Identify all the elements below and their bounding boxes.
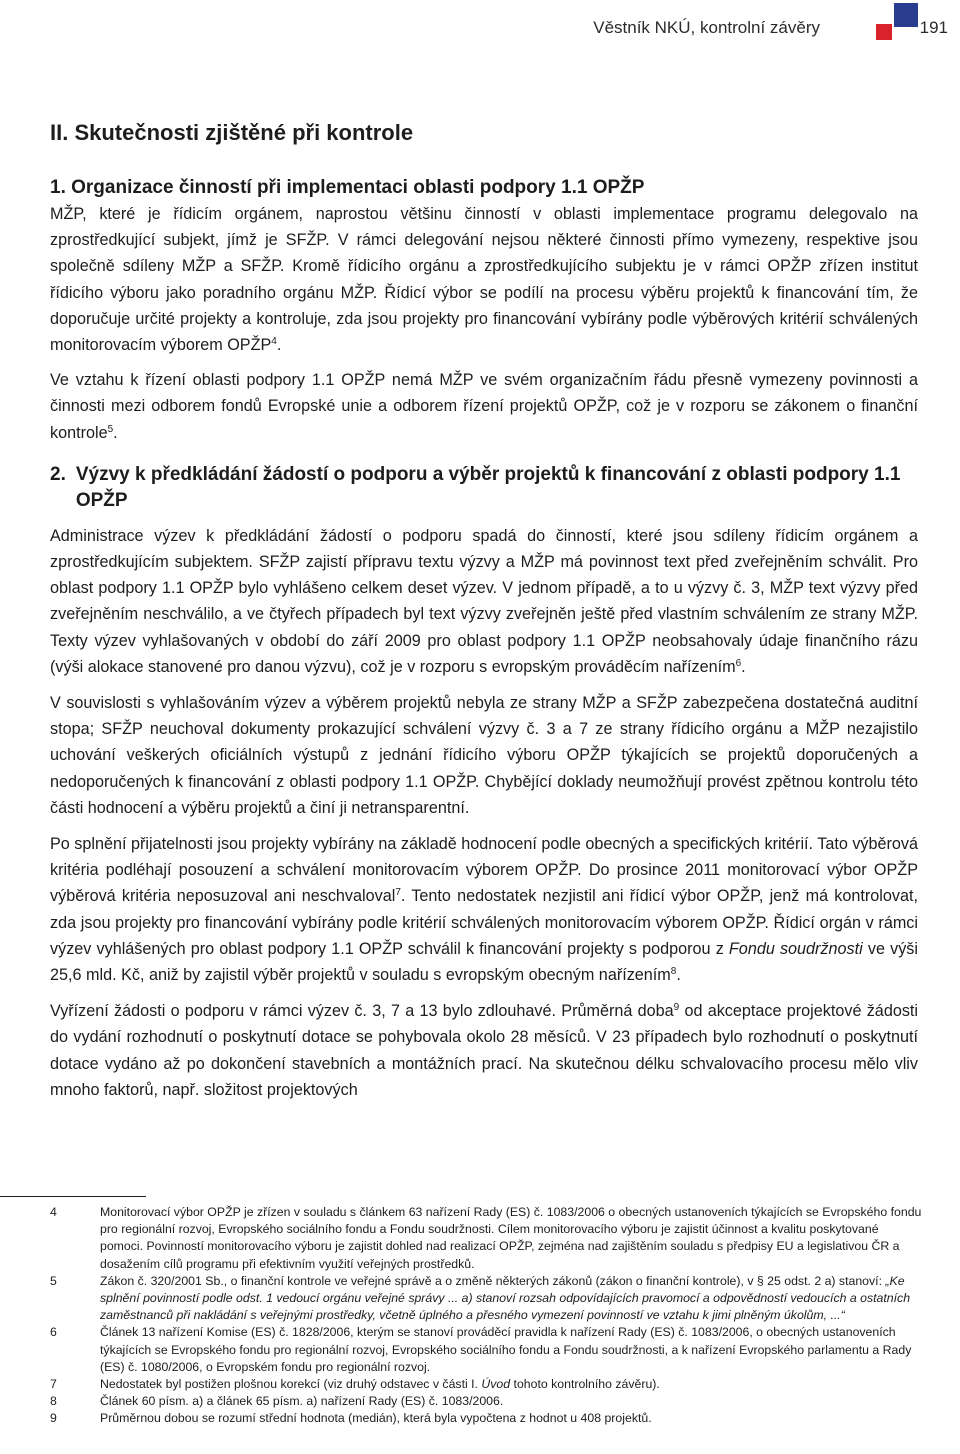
footnote-ref: 6: [735, 657, 742, 669]
footnote-ref: 5: [107, 423, 114, 435]
footnote: 4 Monitorovací výbor OPŽP je zřízen v souladu s článkem 63 nařízení Rady (ES) č. 1083/2006 o obecných ustanoveních týkajících se Evropského fondu pro regionální rozvoj, Evropského sociálního fondu a Fondu soudržnosti. Cílem monitorovacího výboru je zajistit účinnost a kvalitu poskytované pomoci. Povinností monitorovacího výboru je zajistit dohled nad realizací OPŽP, zejména nad zajištěním souladu s předpisy EU a legislativou ČR a dosažením cílů programu při efektivním využití veřejných prostředků.: [50, 1205, 922, 1271]
logo-blue-square-icon: [894, 3, 918, 27]
footnote-ref: 9: [673, 1002, 680, 1014]
section-heading: II. Skutečnosti zjištěné při kontrole: [50, 120, 414, 145]
main-content: [50, 118, 918, 1103]
paragraph: Ve vztahu k řízení oblasti podpory 1.1 OPŽP nemá MŽP ve svém organizačním řádu přesně vymezeny povinnosti a činnosti mezi odborem fondů Evropské unie a odborem řízení projektů OPŽP, což je v rozporu se zákonem o finanční kontrole$^5$.: [50, 371, 918, 442]
footnote-divider: [0, 1196, 146, 1197]
footnotes: [50, 1204, 922, 1428]
paragraph: Vyřízení žádosti o podporu v rámci výzev č. 3, 7 a 13 bylo zdlouhavé. Průměrná doba$^9$ od akceptace projektové žádosti do vydání rozhodnutí o poskytnutí dotace se pohybovala okolo 28 měsíců. V 23 případech bylo rozhodnutí o poskytnutí dotace vydáno až po dokončení stavebních a montážních prací. Na skutečnou délku schvalovacího procesu mělo vliv mnoho faktorů, např. složitost projektových: [50, 1002, 919, 1099]
footnote: 8 Článek 60 písm. a) a článek 65 písm. a) nařízení Rady (ES) č. 1083/2006.: [50, 1394, 504, 1409]
footnote-ref: 8: [670, 966, 677, 978]
journal-title: Věstník NKÚ, kontrolní závěry: [593, 18, 820, 37]
footnote: 6 Článek 13 nařízení Komise (ES) č. 1828/2006, kterým se stanoví prováděcí pravidla k nařízení Rady (ES) č. 1083/2006, o obecných ustanoveních týkajících se Evropského fondu pro regionální rozvoj, Evropského sociálního fondu a Fondu soudržnosti, a k nařízení Evropského parlamentu a Rady (ES) č. 1080/2006, o Evropském fondu pro regionální rozvoj.: [50, 1325, 912, 1374]
footnote: 5 Zákon č. 320/2001 Sb., o finanční kontrole ve veřejné správě a o změně některých zákonů (zákon o finanční kontrole), v § 25 odst. 2 a) stanoví: „Ke splnění povinností podle odst. 1 vedoucí orgánu veřejné správy ... a) stanoví rozsah odpovídajících pravomocí a odpovědností vedoucích a ostatních zaměstnanců při nakládání s veřejnými prostředky, včetně úplného a přesného vymezení povinností ve vztahu k jimi plněným úkolům, ...“: [50, 1273, 911, 1323]
subsection-1-heading: 1. Organizace činností při implementaci oblasti podpory 1.1 OPŽP: [50, 177, 645, 198]
footnote-ref: 7: [395, 887, 401, 899]
paragraph: V souvislosti s vyhlašováním výzev a výběrem projektů nebyla ze strany MŽP a SFŽP zabezpečena dostatečná auditní stopa; SFŽP neuchoval dokumenty prokazující schválení výzvy č. 3 a 7 ze strany řídicího orgánu a MŽP nezajistilo uchování veškerých oficiálních výstupů z jednání řídicího výboru OPŽP týkajících se projektů doporučených a nedoporučených k financování z oblasti podpory 1.1 OPŽP. Chybějící doklady neumožňují provést zpětnou kontrolu této části hodnocení a výběru projektů a činí ji netransparentní.: [50, 694, 918, 817]
paragraph: Administrace výzev k předkládání žádostí o podporu spadá do činností, které jsou sdíleny řídicím orgánem a zprostředkujícím subjektem. SFŽP zajistí přípravu textu výzvy a MŽP má povinnost text před zveřejněním schválit. Pro oblast podpory 1.1 OPŽP bylo vyhlášeno celkem deset výzev. V jednom případě, a to u výzvy č. 3, MŽP text výzvy před zveřejněním neschválilo, a ve čtyřech případech byl text výzvy zveřejněn ještě před vlastním schválením ze strany MŽP. Texty výzev vyhlašovaných v období do září 2009 pro oblast podpory 1.1 OPŽP neobsahovaly údaje finančního rázu (výši alokace stanovené pro danou výzvu), což je v rozporu s evropským prováděcím nařízením$^6$.: [50, 526, 918, 676]
subsection-2-heading: 2. Výzvy k předkládání žádostí o podporu a výběr projektů k financování z oblasti podpory 1.1 OPŽP: [50, 463, 901, 511]
footnote: 7 Nedostatek byl postižen plošnou korekcí (viz druhý odstavec v části I. Úvod tohoto kontrolního závěru).: [50, 1377, 660, 1392]
logo-red-square-icon: [876, 24, 892, 40]
footnote-ref: 4: [271, 336, 277, 348]
paragraph: Po splnění přijatelnosti jsou projekty vybírány na základě hodnocení podle obecných a specifických kritérií. Tato výběrová kritéria podléhají posouzení a schválení monitorovacím výborem OPŽP. Do prosince 2011 monitorovací výbor OPŽP výběrová kritéria neposuzoval ani neschvaloval$^7$. Tento nedostatek nezjistil ani řídicí výbor OPŽP, jenž má kontrolovat, zda jsou projekty pro financování vybírány podle kritérií schválených monitorovacím výborem OPŽP. Řídicí orgán v rámci výzev vyhlášených pro oblast podpory 1.1 OPŽP schválil k financování projekty s podporou z Fondu soudržnosti ve výši 25,6 mld. Kč, aniž by zajistil výběr projektů v souladu s evropským obecným nařízením$^8$.: [50, 835, 919, 985]
paragraph: MŽP, které je řídicím orgánem, naprostou většinu činností v oblasti implementace programu delegovalo na zprostředkující subjekt, jímž je SFŽP. V rámci delegování nejsou některé činnosti přímo vymezeny, respektive jsou společně sdíleny MŽP a SFŽP. Kromě řídicího orgánu a zprostředkujícího subjektu je v rámci OPŽP zřízen institut řídicího výboru jako poradního orgánu MŽP. Řídicí výbor se podílí na procesu výběru projektů k financování tím, že doporučuje určité projekty a kontroluje, zda jsou projekty pro financování vybírány podle výběrových kritérií schválených monitorovacím výborem OPŽP$^4$.: [50, 205, 918, 355]
footnote: 9 Průměrnou dobou se rozumí střední hodnota (medián), která byla vypočtena z hodnot u 408 projektů.: [50, 1411, 652, 1426]
page-number: 191: [919, 18, 948, 37]
